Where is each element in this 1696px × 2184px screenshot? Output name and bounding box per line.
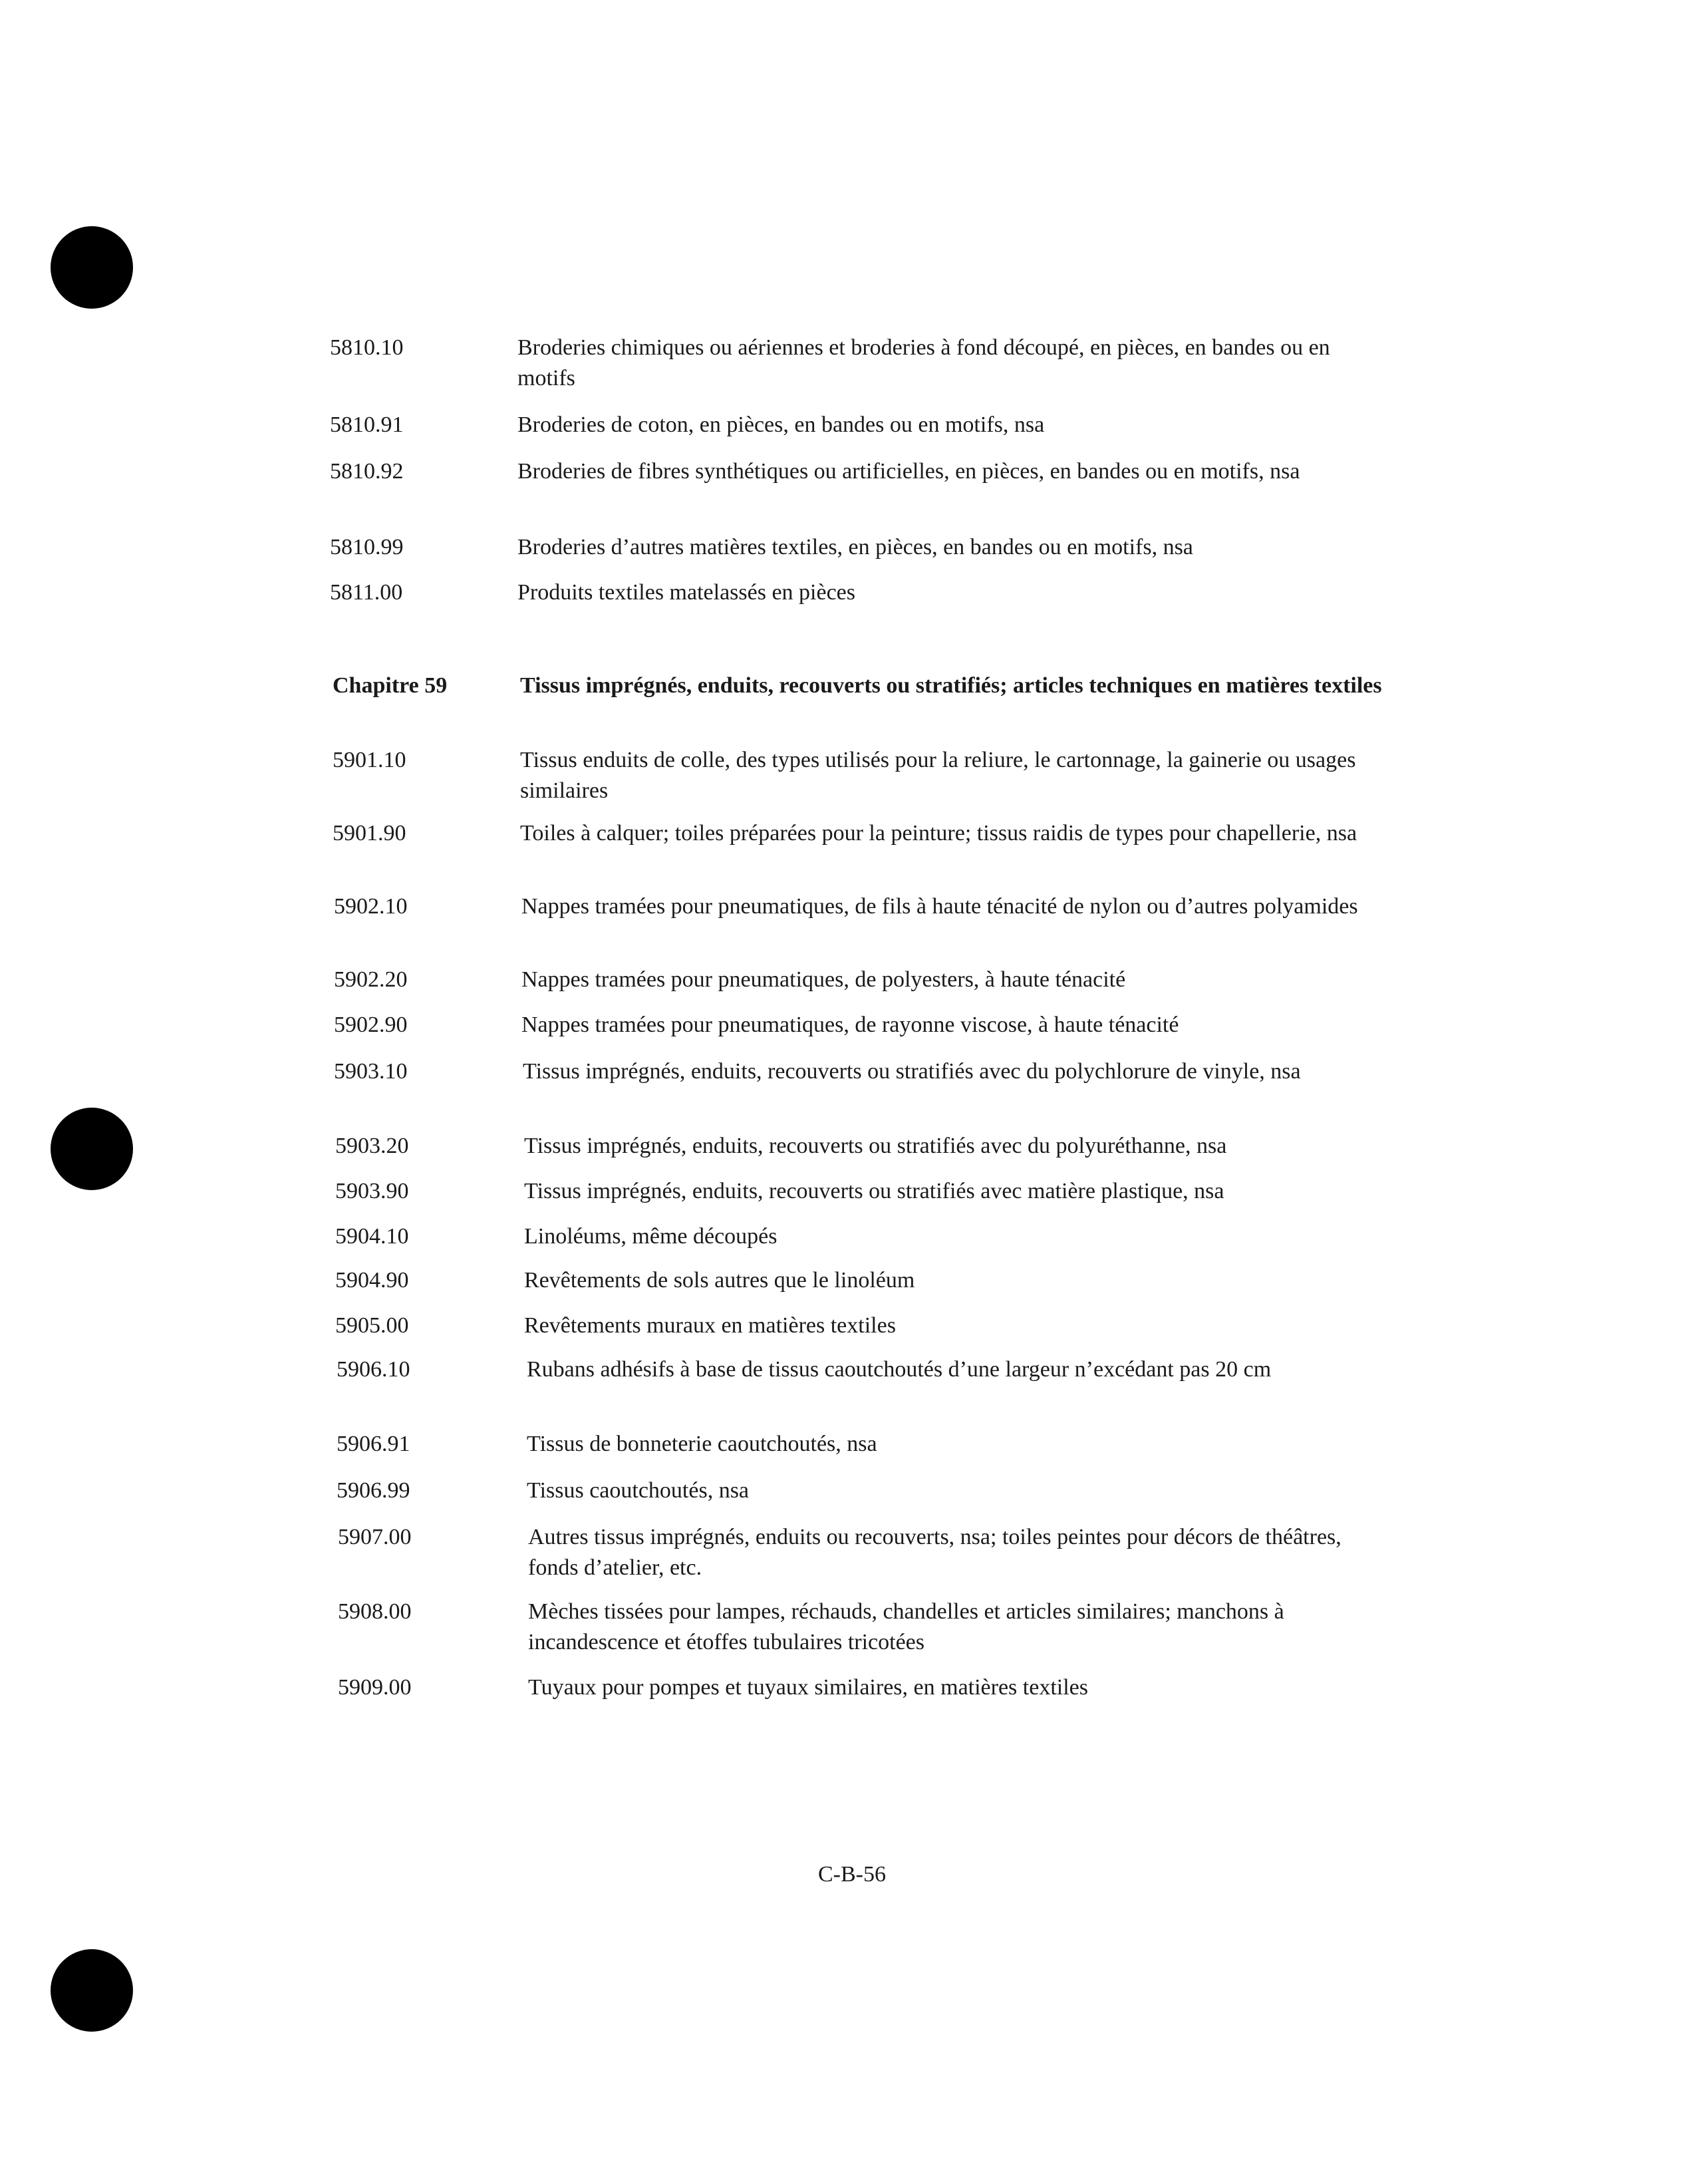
tariff-description: Broderies chimiques ou aériennes et broderies à fond découpé, en pièces, en bandes ou en motifs xyxy=(517,335,1330,390)
tariff-description: Nappes tramées pour pneumatiques, de rayonne viscose, à haute ténacité xyxy=(521,1013,1179,1037)
tariff-code: 5810.92 xyxy=(330,459,404,484)
tariff-code: 5904.90 xyxy=(335,1268,409,1293)
tariff-code: 5906.10 xyxy=(337,1357,410,1382)
tariff-description: Toiles à calquer; toiles préparées pour la peinture; tissus raidis de types pour chapellerie, nsa xyxy=(520,821,1357,846)
tariff-description: Tissus imprégnés, enduits, recouverts ou stratifiés avec du polyuréthanne, nsa xyxy=(524,1134,1227,1158)
tariff-description: Autres tissus imprégnés, enduits ou recouverts, nsa; toiles peintes pour décors de théâtres, fonds d’atelier, etc. xyxy=(528,1525,1342,1580)
tariff-description: Tissus caoutchoutés, nsa xyxy=(527,1478,750,1503)
tariff-code: 5905.00 xyxy=(335,1313,409,1338)
tariff-code: 5901.10 xyxy=(333,748,406,772)
tariff-code: 5903.20 xyxy=(335,1134,409,1158)
tariff-description: Linoléums, même découpés xyxy=(524,1224,777,1249)
tariff-description: Mèches tissées pour lampes, réchauds, chandelles et articles similaires; manchons à incandescence et étoffes tubulaires tricotées xyxy=(528,1599,1284,1654)
tariff-description: Broderies de fibres synthétiques ou artificielles, en pièces, en bandes ou en motifs, nsa xyxy=(517,459,1300,484)
tariff-code: 5901.90 xyxy=(333,821,406,846)
tariff-description: Broderies de coton, en pièces, en bandes ou en motifs, nsa xyxy=(517,412,1045,437)
tariff-code: 5810.99 xyxy=(330,535,404,559)
tariff-code: 5810.91 xyxy=(330,412,404,437)
tariff-description: Tissus de bonneterie caoutchoutés, nsa xyxy=(527,1432,877,1456)
chapter-title: Tissus imprégnés, enduits, recouverts ou stratifiés; articles techniques en matières textiles xyxy=(520,673,1382,698)
tariff-code: 5906.99 xyxy=(337,1478,410,1503)
tariff-code: 5907.00 xyxy=(338,1525,412,1549)
tariff-code: 5902.10 xyxy=(334,894,408,919)
tariff-description: Tissus enduits de colle, des types utilisés pour la reliure, le cartonnage, la gainerie ou usages similaires xyxy=(520,748,1356,803)
page-number: C-B-56 xyxy=(818,1862,886,1887)
tariff-code: 5904.10 xyxy=(335,1224,409,1249)
tariff-code: 5906.91 xyxy=(337,1432,410,1456)
punch-hole xyxy=(51,1108,133,1190)
tariff-description: Rubans adhésifs à base de tissus caoutchoutés d’une largeur n’excédant pas 20 cm xyxy=(527,1357,1272,1382)
tariff-description: Tissus imprégnés, enduits, recouverts ou stratifiés avec matière plastique, nsa xyxy=(524,1179,1224,1203)
tariff-description: Broderies d’autres matières textiles, en pièces, en bandes ou en motifs, nsa xyxy=(517,535,1193,559)
tariff-code: 5909.00 xyxy=(338,1675,412,1700)
punch-hole xyxy=(51,1949,133,2032)
punch-hole xyxy=(51,226,133,309)
tariff-code: 5810.10 xyxy=(330,335,404,360)
tariff-code: 5902.20 xyxy=(334,967,408,992)
tariff-description: Nappes tramées pour pneumatiques, de polyesters, à haute ténacité xyxy=(521,967,1126,992)
tariff-code: 5903.90 xyxy=(335,1179,409,1203)
tariff-code: 5903.10 xyxy=(334,1059,408,1084)
tariff-code: 5908.00 xyxy=(338,1599,412,1624)
tariff-description: Revêtements de sols autres que le linoléum xyxy=(524,1268,915,1293)
tariff-description: Revêtements muraux en matières textiles xyxy=(524,1313,896,1338)
tariff-description: Tissus imprégnés, enduits, recouverts ou stratifiés avec du polychlorure de vinyle, nsa xyxy=(523,1059,1301,1084)
tariff-code: 5902.90 xyxy=(334,1013,408,1037)
tariff-description: Produits textiles matelassés en pièces xyxy=(517,580,855,605)
tariff-description: Nappes tramées pour pneumatiques, de fils à haute ténacité de nylon ou d’autres polyamides xyxy=(521,894,1358,919)
tariff-code: 5811.00 xyxy=(330,580,403,605)
tariff-description: Tuyaux pour pompes et tuyaux similaires, en matières textiles xyxy=(528,1675,1088,1700)
chapter-label: Chapitre 59 xyxy=(333,673,448,698)
